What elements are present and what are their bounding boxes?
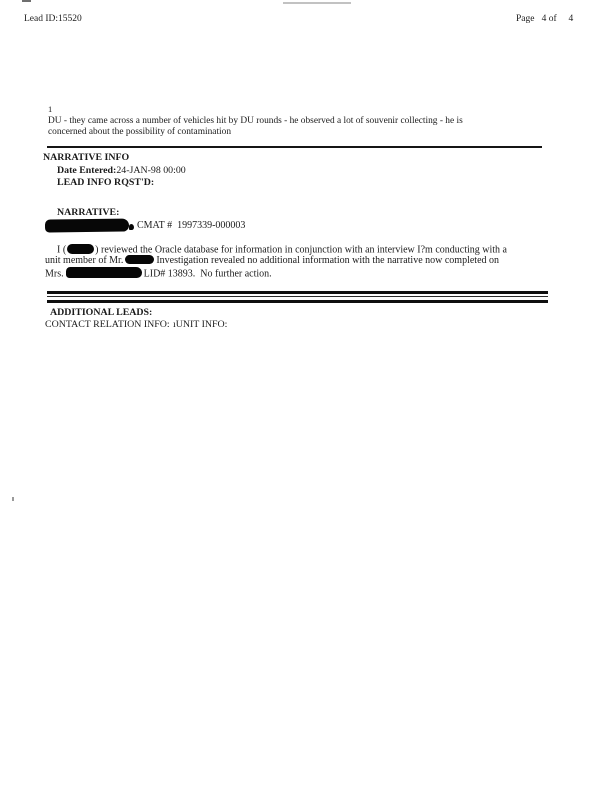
narrative-body-line-2	[45, 255, 499, 266]
du-note-line-1: DU - they came across a number of vehicles hit by DU rounds - he observed a lot of souvenir collecting - he is	[48, 116, 463, 126]
narrative-body-line-1	[57, 244, 507, 256]
contact-relation-info-label: CONTACT RELATION INFO:	[45, 318, 170, 330]
date-entered-value: 24-JAN-98 00:00	[116, 164, 186, 176]
redaction-bar	[45, 218, 129, 232]
date-entered-row	[57, 165, 186, 176]
inline-redaction-2	[125, 255, 154, 264]
section-divider-rule	[47, 146, 542, 148]
du-note-line-2: concerned about the possibility of contamination	[48, 127, 232, 137]
scan-artifact-top-left	[22, 0, 31, 2]
inline-redaction-3	[66, 267, 142, 279]
body-line3-pre: Mrs.	[45, 268, 64, 279]
additional-leads-title: ADDITIONAL LEADS:	[50, 307, 153, 318]
scan-artifact-left-dot	[12, 497, 14, 501]
narrative-body-line-3	[45, 267, 272, 280]
scan-artifact-top-center	[283, 2, 351, 4]
lead-info-rqstd-label: LEAD INFO RQST'D:	[57, 176, 155, 188]
date-entered-label: Date Entered:	[57, 164, 117, 176]
double-rule-middle	[47, 296, 548, 298]
body-line3-post: LID# 13893. No further action.	[143, 268, 272, 279]
narrative-info-title: NARRATIVE INFO	[43, 152, 130, 163]
unit-info-label: ıUNIT INFO:	[173, 318, 228, 330]
inline-redaction-1	[67, 244, 94, 255]
redaction-bar-tail	[129, 224, 134, 230]
header-page-number: Page 4 of 4	[516, 14, 574, 24]
double-rule-bottom	[47, 300, 548, 303]
body-line1-pre: I (	[57, 244, 67, 255]
double-rule-top	[47, 291, 548, 294]
narrative-label: NARRATIVE:	[57, 207, 120, 218]
body-line2-post: Investigation revealed no additional information with the narrative now completed on	[156, 255, 500, 266]
cmat-number-line: CMAT # 1997339-000003	[137, 220, 246, 231]
body-line2-pre: unit member of Mr.	[45, 255, 124, 266]
body-line1-post: ) reviewed the Oracle database for information in conjunction with an interview I?m conducting with a	[95, 244, 507, 255]
stray-character: 1	[48, 104, 53, 114]
header-lead-id: Lead ID:15520	[24, 14, 82, 24]
